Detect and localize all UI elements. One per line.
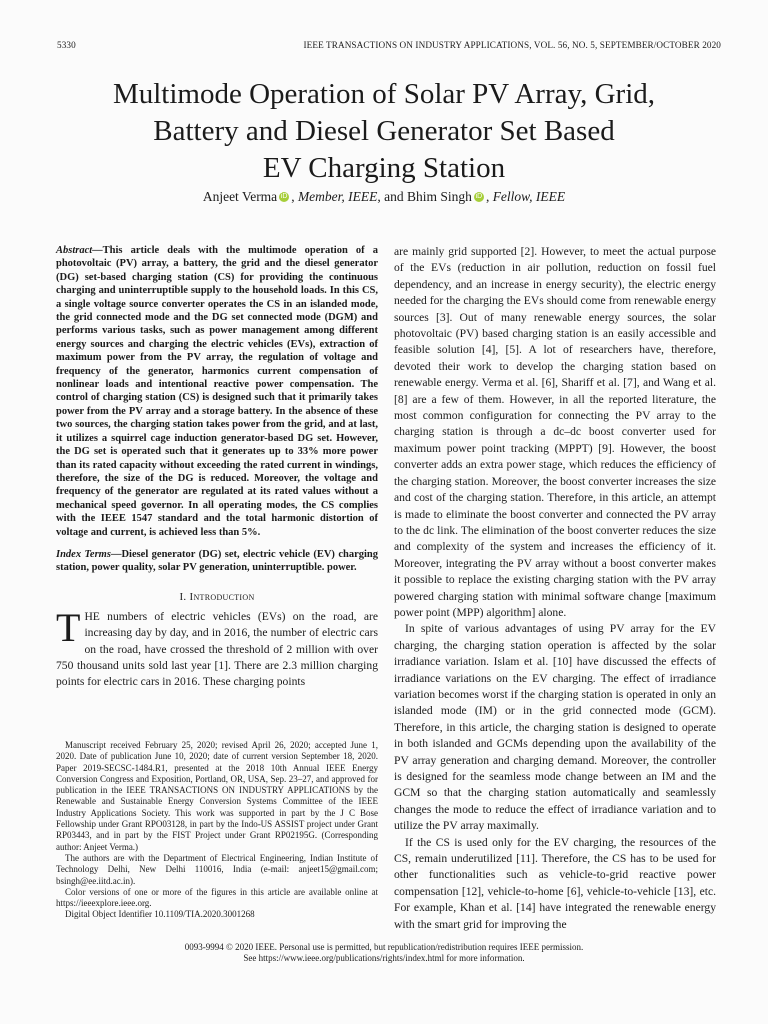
index-terms-label: Index Terms (56, 548, 111, 560)
drop-cap: T (56, 604, 81, 650)
orcid-icon[interactable]: iD (475, 193, 483, 200)
author-connector: , and (377, 189, 404, 204)
intro-paragraph (56, 604, 378, 691)
orcid-icon[interactable]: iD (280, 193, 288, 200)
footnote: Digital Object Identifier 10.1109/TIA.2020.3001268 (65, 909, 255, 920)
title-line: EV Charging Station (262, 152, 506, 184)
intro-text: HE numbers of electric vehicles (EVs) on the road, are increasing day by day, and in 2016, the number of electric cars on the road, have crossed the threshold of 2 million with over 750 thousand units sold last year [1]. There are 2.3 million charging points for electric cars in 2016. These charging points (56, 609, 378, 689)
section-number: I. (179, 590, 187, 603)
abstract (56, 244, 378, 539)
section-heading (56, 591, 378, 603)
footnote: Manuscript received February 25, 2020; revised April 26, 2020; accepted June 1, 2020. Date of publication June 10, 2020; date of current version September 18, 2020. Paper 2019-SECSC-1484.R1, presented at the 2018 10th Annual IEEE Energy Conversion Congress and Exposition, Portland, OR, USA, Sep. 23–27, and approved for publication in the IEEE TRANSACTIONS ON INDUSTRY APPLICATIONS by the Renewable and Sustainable Energy Conversion Systems Committee of the IEEE Industry Applications Society. This work was supported in part by the J C Bose Fellowship under Grant RPO03128, in part by the Indo-US ASSIST project under Grant RP03443, and in part by the FIST Project under Grant RP02195G. (Corresponding author: Anjeet Verma.) (56, 740, 378, 852)
body-paragraph: If the CS is used only for the EV charging, the resources of the CS, remain underutilized [11]. Therefore, the CS has to be used for other functionalities such as vehicle-to-grid reactive power compensation [12], vehicle-to-home [6], vehicle-to-vehicle [13], etc. For example, Khan et al. [14] have integrated the renewable energy with the smart grid for improving the (394, 835, 716, 931)
page-number: 5330 (57, 40, 76, 50)
journal-header: IEEE TRANSACTIONS ON INDUSTRY APPLICATIONS, VOL. 56, NO. 5, SEPTEMBER/OCTOBER 2020 (303, 40, 721, 50)
right-column (394, 244, 716, 933)
section-title: Introduction (189, 590, 255, 603)
author-name: Bhim Singh (407, 189, 472, 204)
body-paragraph: In spite of various advantages of using PV array for the EV charging, the charging station operation is affected by the solar irradiance variation. Islam et al. [10] have discussed the effects of irradiance variations on the EV charging. The effect of irradiance variation becomes worst if the charging station is operated in only an islanded mode (IM) or in the grid connected mode (GCM). Therefore, in this article, the charging station is designed to operate in both islanded and GCMs depending upon the availability of the PV array generation and charging demand. Moreover, the controller is designed for the seamless mode change between an IM and the GCM so that the charging station automatically and seamlessly changes the mode to reduce the effect of irradiance variation and to utilize the PV array maximally. (394, 622, 716, 833)
copyright-line: 0093-9994 © 2020 IEEE. Personal use is permitted, but republication/redistribution requires IEEE permission. (184, 942, 584, 952)
index-terms-text: —Diesel generator (DG) set, electric vehicle (EV) charging station, power quality, solar PV generation, uninterruptible. power. (56, 548, 378, 574)
abstract-label: Abstract (56, 245, 93, 256)
footnote: The authors are with the Department of Electrical Engineering, Indian Institute of Technology Delhi, New Delhi 110016, India (e-mail: anjeet15@gmail.com; bsingh@ee.iitd.ac.in). (56, 852, 378, 886)
paper-title (40, 76, 728, 187)
left-column (56, 244, 378, 691)
copyright-line: See https://www.ieee.org/publications/rights/index.html for more information. (243, 953, 525, 963)
abstract-text: —This article deals with the multimode operation of a photovoltaic (PV) array, a battery, the grid and the diesel generator (DG) set-based charging station (CS) for providing the continuous charging and uninterruptible supply to the household loads. In this CS, a single voltage source converter operates the CS in an islanded mode, the grid connected mode and the DG set connected mode (DGM) and performs various tasks, such as power management among different energy sources and charging the electric vehicles (EVs), extraction of maximum power from the PV array, the regulation of voltage and frequency of the generator, harmonics current compensation of nonlinear loads and intentional reactive power compensation. The control of charging station (CS) is designed such that it primarily takes power from the PV array and a storage battery. In the absence of these two sources, the charging station takes power from the grid, and at last, it utilizes a squirrel cage induction generator-based DG set. However, the DG set is operated such that it generates up to 33% more power than its rated capacity without exceeding the rated current in windings, therefore, the size of the DG is reduced. Moreover, the voltage and frequency of the generator are regulated at its rated values without a mechanical speed governor. In all operating modes, the CS complies with the IEEE 1547 standard and the total harmonic distortion of voltage and current, is achieved less than 5%. (56, 245, 378, 538)
title-line: Battery and Diesel Generator Set Based (153, 115, 615, 147)
footnotes (56, 740, 378, 921)
index-terms (56, 548, 378, 575)
author-role: Member, IEEE (297, 189, 378, 204)
title-line: Multimode Operation of Solar PV Array, Grid, (112, 78, 656, 110)
body-paragraph: are mainly grid supported [2]. However, to meet the actual purpose of the EVs (reduction in air pollution, reduction on fossil fuel dependency, and an increase in energy security), the electric energy needed for the charging the EVs should come from renewable energy sources [3]. Out of many renewable energy sources, the solar photovoltaic (PV) based charging station is an easily accessible and feasible solution [4], [5]. A lot of researchers have, therefore, devoted their work to develop the charging station based on renewable energy. Verma et al. [6], Shariff et al. [7], and Wang et al. [8] are a few of them. However, in all the reported literature, the most common configuration for connecting the PV array to the charging station is through a dc–dc boost converter used for maximum power point tracking (MPPT) [9]. However, the boost converter adds an extra power stage, which reduces the efficiency of the charging station. Moreover, the boost converter increases the size and cost of the charging station. Therefore, in this article, an attempt is made to eliminate the boost converter and connected the PV array to the dc link. The elimination of the boost converter reduces the size and complexity of the system and increases the efficiency of it. Moreover, integrating the PV array without a boost converter makes it possible to replace the existing charging station with the PV array powered charging station with minimal software change [maximum power point (MPP) algorithm] alone. (394, 245, 716, 619)
author-role: Fellow, IEEE (492, 189, 566, 204)
author-line: Anjeet Verma iD , Member, IEEE, and Bhim Singh iD , Fellow, IEEE (202, 189, 566, 204)
footnote: Color versions of one or more of the figures in this article are available online at https://ieeexplore.ieee.org. (56, 886, 378, 909)
author-name: Anjeet Verma (202, 189, 278, 204)
copyright-notice (40, 942, 728, 964)
